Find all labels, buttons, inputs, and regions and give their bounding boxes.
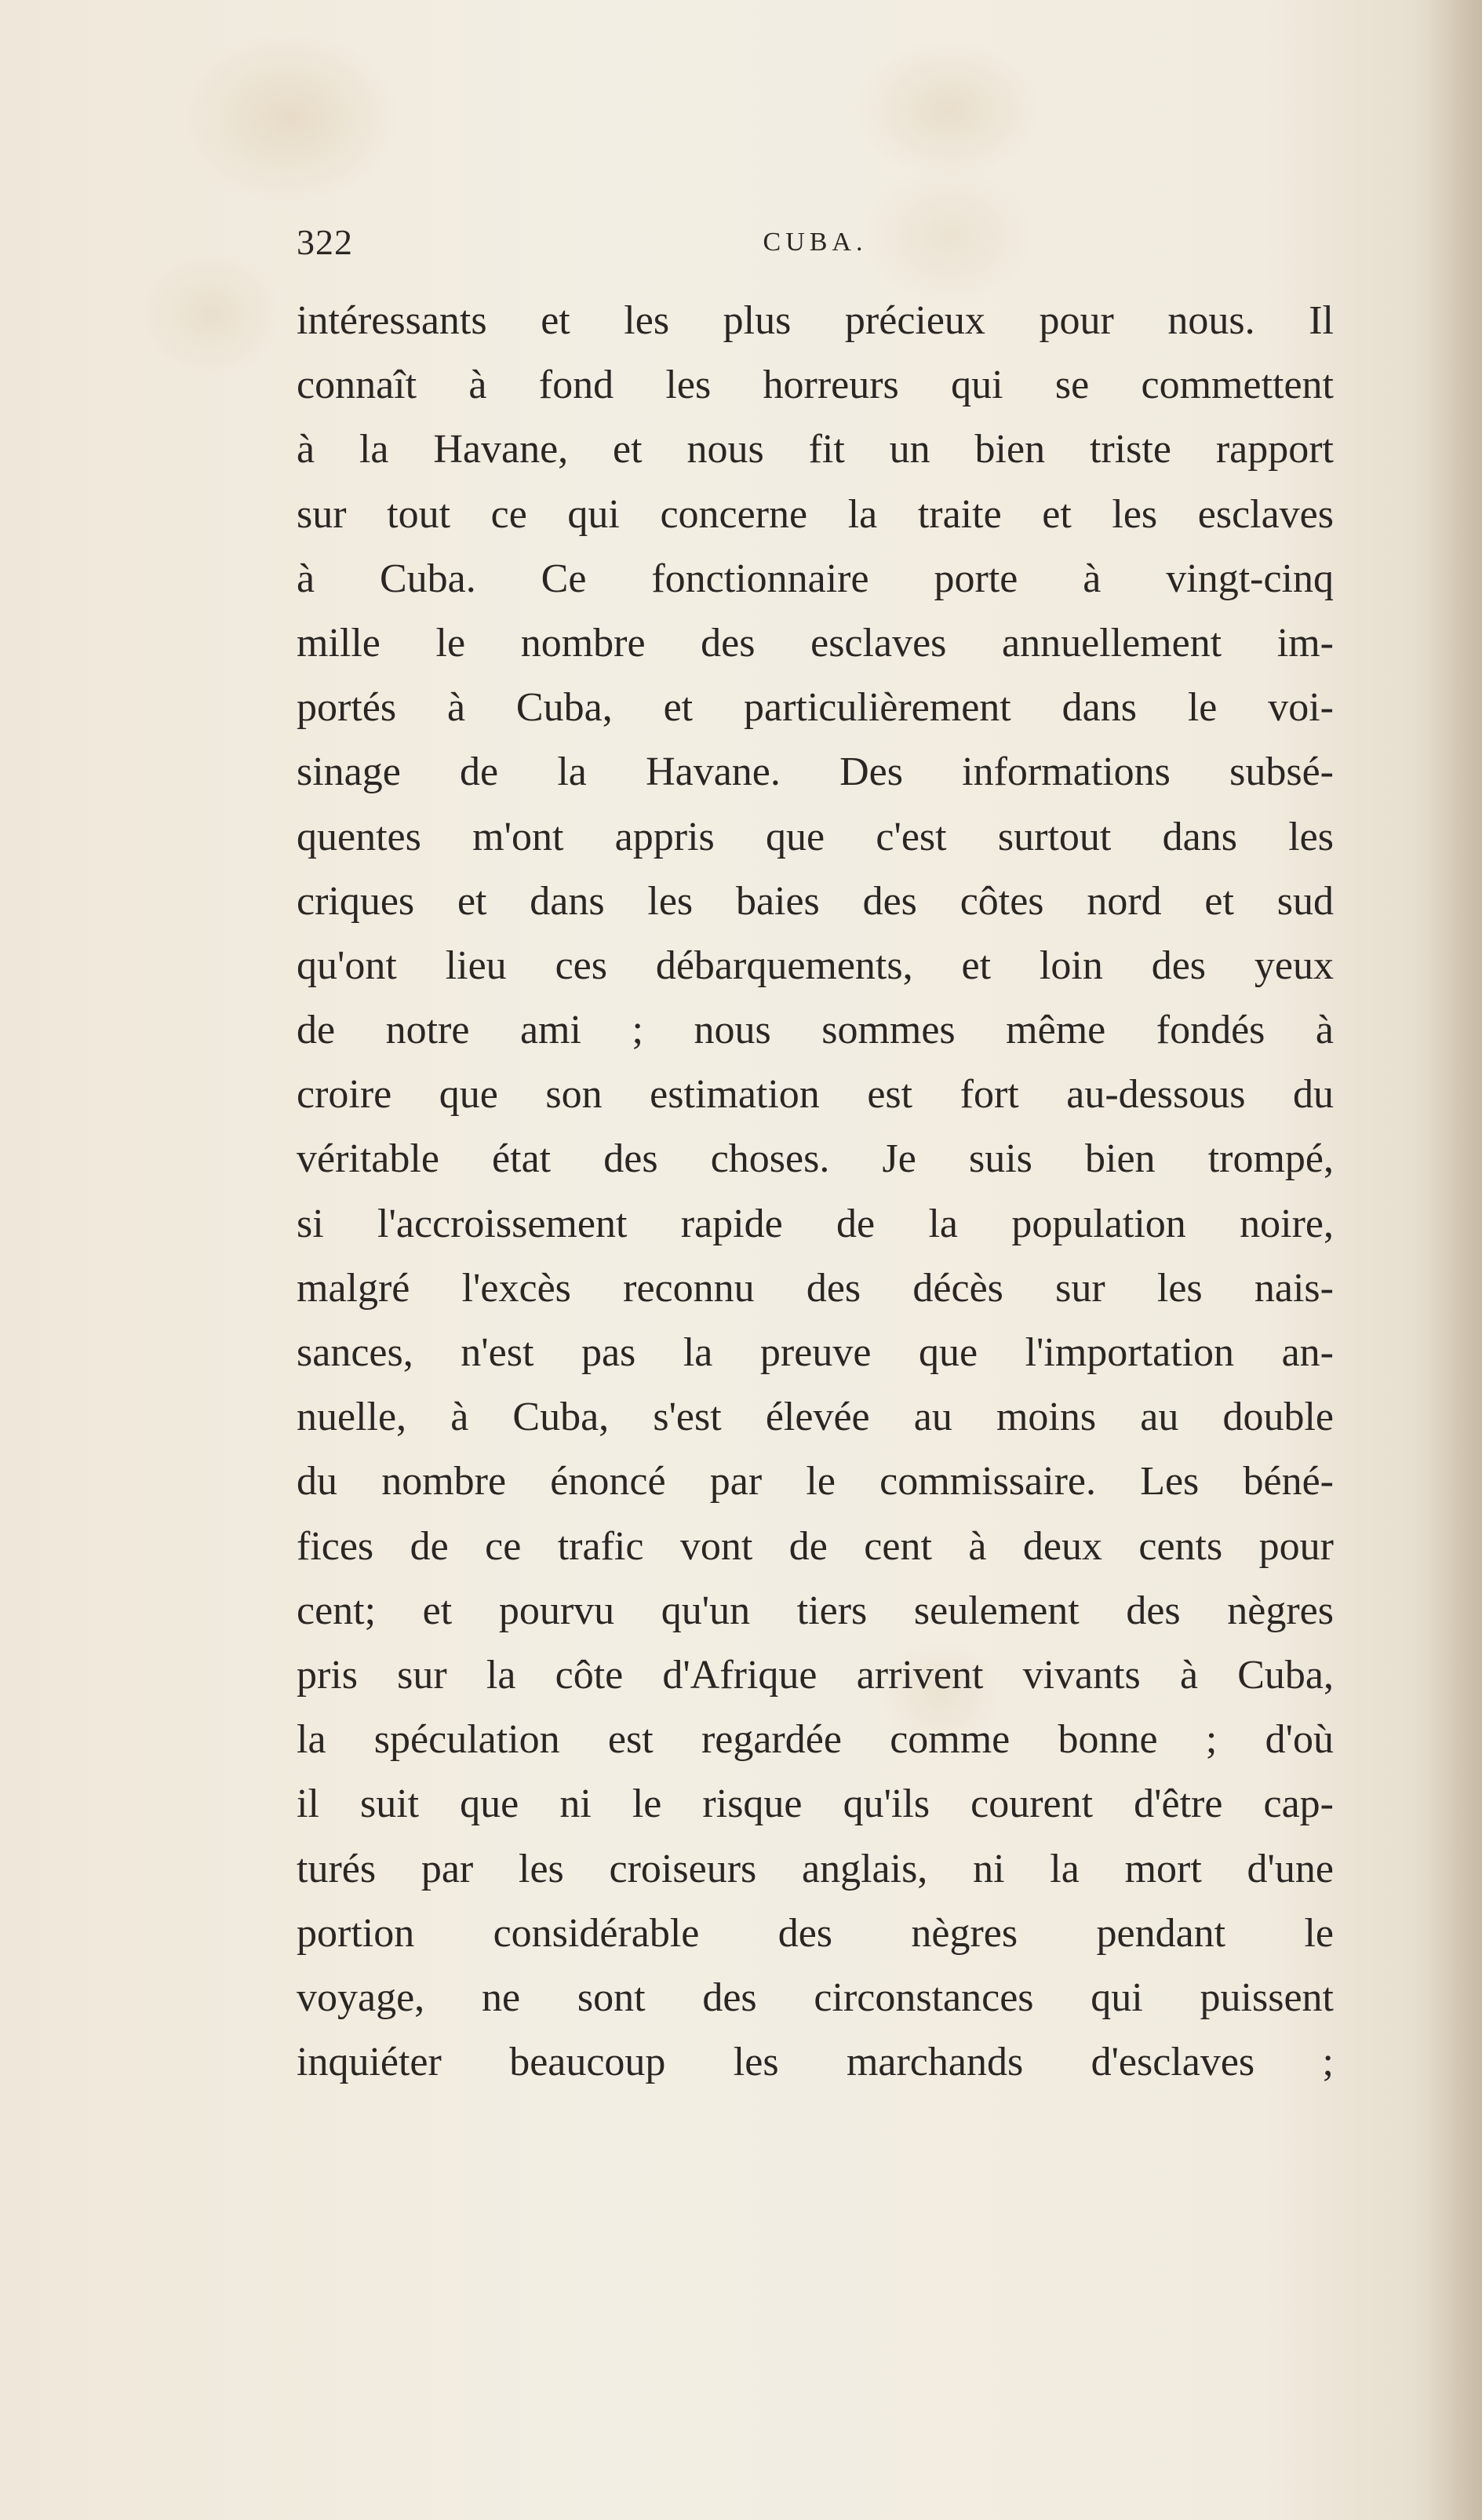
text-line: turés par les croiseurs anglais, ni la mort d'une [297, 1846, 1334, 1891]
text-line: du nombre énoncé par le commissaire. Les béné- [297, 1459, 1334, 1504]
text-line: il suit que ni le risque qu'ils courent d'être cap- [297, 1782, 1334, 1827]
text-line: portion considérable des nègres pendant le [297, 1910, 1334, 1956]
text-line: qu'ont lieu ces débarquements, et loin des yeux [297, 943, 1334, 988]
text-line: à la Havane, et nous fit un bien triste rapport [297, 427, 1334, 472]
text-line: criques et dans les baies des côtes nord et sud [297, 878, 1334, 924]
text-line: inquiéter beaucoup les marchands d'esclaves ; [297, 2040, 1334, 2085]
text-line: malgré l'excès reconnu des décès sur les nais- [297, 1265, 1334, 1311]
text-line: sinage de la Havane. Des informations subsé- [297, 749, 1334, 795]
running-head [297, 221, 1334, 268]
text-line: quentes m'ont appris que c'est surtout dans les [297, 814, 1334, 859]
text-line: pris sur la côte d'Afrique arrivent vivants à Cuba, [297, 1652, 1334, 1698]
text-line: sances, n'est pas la preuve que l'importation an- [297, 1330, 1334, 1375]
text-line: croire que son estimation est fort au-dessous du [297, 1072, 1334, 1118]
page-number: 322 [297, 222, 353, 262]
running-title: CUBA. [763, 228, 868, 257]
text-line: si l'accroissement rapide de la population noire, [297, 1201, 1334, 1246]
text-line: voyage, ne sont des circonstances qui puissent [297, 1975, 1334, 2020]
text-line: sur tout ce qui concerne la traite et les esclaves [297, 491, 1334, 537]
text-line: à Cuba. Ce fonctionnaire porte à vingt-cinq [297, 556, 1334, 601]
text-line: de notre ami ; nous sommes même fondés à [297, 1008, 1334, 1053]
text-line: mille le nombre des esclaves annuellement im- [297, 620, 1334, 666]
text-line: véritable état des choses. Je suis bien trompé, [297, 1136, 1334, 1182]
page-edge-shadow [1427, 0, 1482, 2520]
text-line: nuelle, à Cuba, s'est élevée au moins au double [297, 1395, 1334, 1440]
text-line: portés à Cuba, et particulièrement dans le voi- [297, 685, 1334, 731]
text-line: cent; et pourvu qu'un tiers seulement des nègres [297, 1588, 1334, 1633]
text-line: intéressants et les plus précieux pour nous. Il [297, 298, 1334, 343]
body-text [297, 289, 1334, 2095]
text-line: fices de ce trafic vont de cent à deux cents pour [297, 1523, 1334, 1569]
text-line: la spéculation est regardée comme bonne ; d'où [297, 1717, 1334, 1763]
text-line: connaît à fond les horreurs qui se commettent [297, 363, 1334, 408]
